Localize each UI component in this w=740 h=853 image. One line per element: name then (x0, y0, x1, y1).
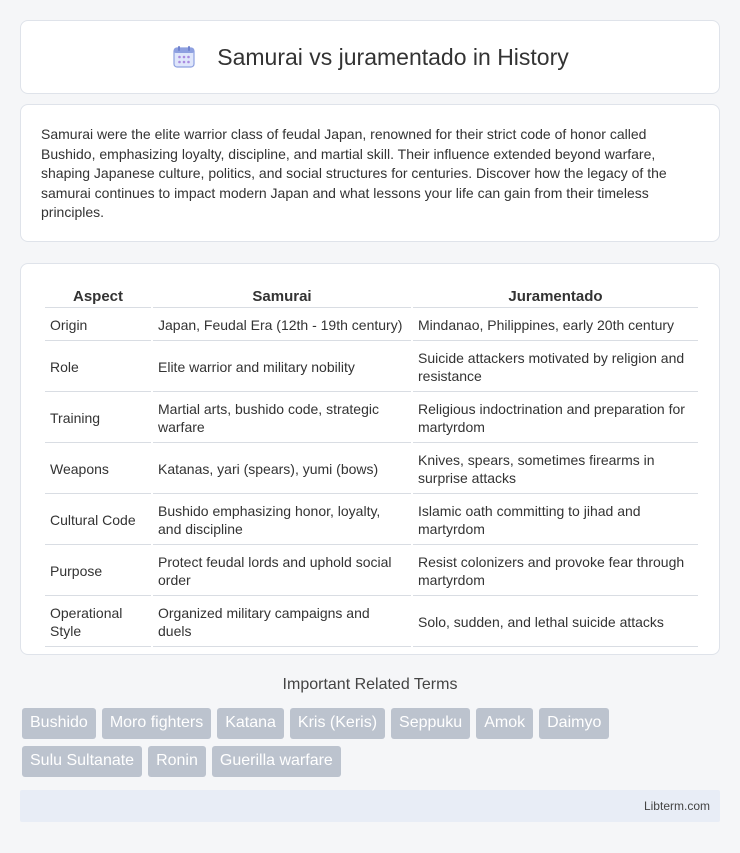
cell-juramentado: Suicide attackers motivated by religion and resistance (413, 343, 698, 392)
footer-brand-link[interactable]: Libterm.com (643, 799, 710, 813)
cell-juramentado: Solo, sudden, and lethal suicide attacks (413, 598, 698, 647)
header-samurai: Samurai (153, 286, 411, 308)
cell-samurai: Japan, Feudal Era (12th - 19th century) (153, 310, 411, 341)
cell-samurai: Organized military campaigns and duels (153, 598, 411, 647)
table-row (45, 598, 698, 647)
table-row (45, 445, 698, 494)
footer (20, 790, 720, 822)
term-tag-daimyo[interactable]: Daimyo (539, 708, 609, 739)
term-tag-katana[interactable]: Katana (217, 708, 284, 739)
cell-aspect: Training (45, 394, 151, 443)
intro-paragraph: Samurai were the elite warrior class of feudal Japan, renowned for their strict code of honor called Bushido, emphasizing loyalty, discipline, and martial skill. Their influence extended beyond warfare, shaping Japanese culture, politics, and social structures for centuries. Discover how the legacy of the samurai continues to impact modern Japan and what lessons your life can gain from their timeless principles. (41, 126, 667, 221)
table-row (45, 310, 698, 341)
cell-aspect: Role (45, 343, 151, 392)
header-aspect: Aspect (45, 286, 151, 308)
cell-juramentado: Islamic oath committing to jihad and martyrdom (413, 496, 698, 545)
intro-card (20, 104, 720, 242)
cell-juramentado: Knives, spears, sometimes firearms in surprise attacks (413, 445, 698, 494)
comparison-table (43, 284, 700, 649)
header-juramentado: Juramentado (413, 286, 698, 308)
cell-aspect: Operational Style (45, 598, 151, 647)
header-card (20, 20, 720, 94)
term-tag-moro-fighters[interactable]: Moro fighters (102, 708, 211, 739)
table-row (45, 496, 698, 545)
table-row (45, 547, 698, 596)
cell-aspect: Cultural Code (45, 496, 151, 545)
related-terms-title: Important Related Terms (282, 676, 458, 693)
comparison-card (20, 263, 720, 655)
page-title: Samurai vs juramentado in History (217, 43, 569, 70)
cell-juramentado: Mindanao, Philippines, early 20th century (413, 310, 698, 341)
cell-samurai: Protect feudal lords and uphold social order (153, 547, 411, 596)
term-tag-seppuku[interactable]: Seppuku (391, 708, 470, 739)
cell-samurai: Martial arts, bushido code, strategic warfare (153, 394, 411, 443)
term-tag-sulu-sultanate[interactable]: Sulu Sultanate (22, 746, 142, 777)
cell-juramentado: Religious indoctrination and preparation for martyrdom (413, 394, 698, 443)
term-tag-amok[interactable]: Amok (476, 708, 533, 739)
cell-aspect: Origin (45, 310, 151, 341)
cell-samurai: Katanas, yari (spears), yumi (bows) (153, 445, 411, 494)
cell-samurai: Bushido emphasizing honor, loyalty, and discipline (153, 496, 411, 545)
table-row (45, 394, 698, 443)
term-tag-bushido[interactable]: Bushido (22, 708, 96, 739)
term-tag-kris[interactable]: Kris (Keris) (290, 708, 385, 739)
cell-samurai: Elite warrior and military nobility (153, 343, 411, 392)
term-tag-ronin[interactable]: Ronin (148, 746, 206, 777)
cell-aspect: Weapons (45, 445, 151, 494)
table-header-row (45, 286, 698, 308)
calendar-icon (171, 44, 197, 70)
cell-aspect: Purpose (45, 547, 151, 596)
table-row (45, 343, 698, 392)
related-terms-list (22, 708, 722, 777)
term-tag-guerilla-warfare[interactable]: Guerilla warfare (212, 746, 341, 777)
cell-juramentado: Resist colonizers and provoke fear through martyrdom (413, 547, 698, 596)
